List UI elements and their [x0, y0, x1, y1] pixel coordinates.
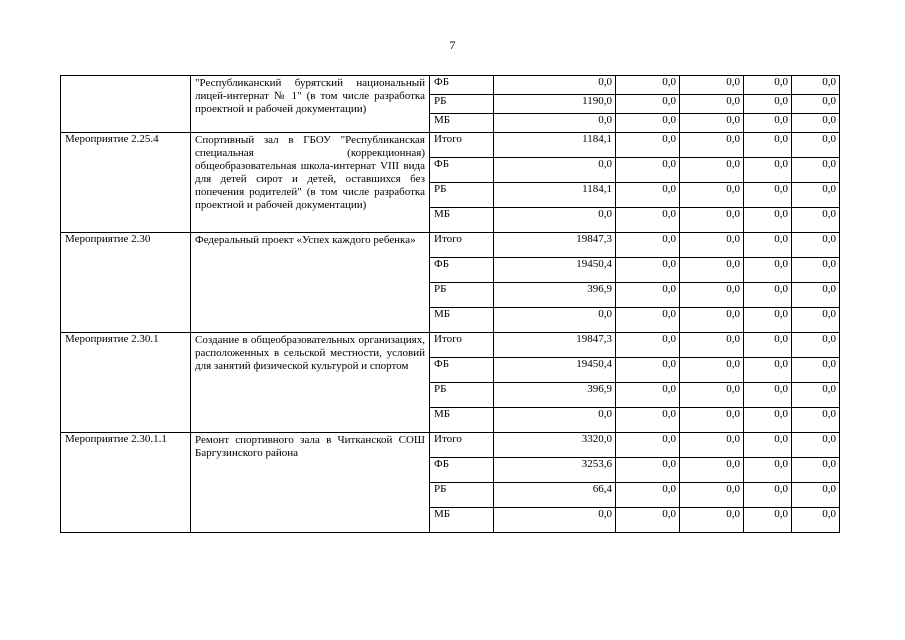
- value-cell: 1184,1: [494, 133, 616, 158]
- table-row: [61, 76, 840, 95]
- value-cell: 0,0: [680, 408, 744, 433]
- table-row: [61, 133, 840, 158]
- value-cell: 0,0: [792, 114, 840, 133]
- description-cell: Создание в общеобразовательных организациях, расположенных в сельской местности, условий для занятий физической культурой и спортом: [191, 333, 430, 433]
- value-cell: 0,0: [792, 233, 840, 258]
- description-cell: Федеральный проект «Успех каждого ребенка»: [191, 233, 430, 333]
- description-cell: "Республиканский бурятский национальный лицей-интернат № 1" (в том числе разработка проектной и рабочей документации): [191, 76, 430, 133]
- value-cell: 0,0: [616, 258, 680, 283]
- source-cell: Итого: [430, 233, 494, 258]
- value-cell: 0,0: [616, 383, 680, 408]
- value-cell: 0,0: [744, 508, 792, 533]
- event-cell: Мероприятие 2.25.4: [61, 133, 191, 233]
- value-cell: 0,0: [744, 208, 792, 233]
- value-cell: 0,0: [616, 208, 680, 233]
- value-cell: 0,0: [616, 333, 680, 358]
- value-cell: 19450,4: [494, 358, 616, 383]
- value-cell: 0,0: [494, 76, 616, 95]
- value-cell: 0,0: [744, 483, 792, 508]
- value-cell: 0,0: [494, 508, 616, 533]
- source-cell: Итого: [430, 133, 494, 158]
- source-cell: МБ: [430, 114, 494, 133]
- source-cell: РБ: [430, 483, 494, 508]
- source-cell: Итого: [430, 433, 494, 458]
- source-cell: ФБ: [430, 258, 494, 283]
- value-cell: 0,0: [680, 183, 744, 208]
- value-cell: 0,0: [792, 208, 840, 233]
- value-cell: 0,0: [792, 408, 840, 433]
- value-cell: 1190,0: [494, 95, 616, 114]
- value-cell: 0,0: [616, 308, 680, 333]
- event-cell: Мероприятие 2.30.1.1: [61, 433, 191, 533]
- value-cell: 0,0: [792, 283, 840, 308]
- value-cell: 0,0: [680, 158, 744, 183]
- value-cell: 0,0: [744, 333, 792, 358]
- value-cell: 0,0: [792, 483, 840, 508]
- description-cell: Ремонт спортивного зала в Читканской СОШ Баргузинского района: [191, 433, 430, 533]
- value-cell: 0,0: [792, 308, 840, 333]
- value-cell: 0,0: [616, 114, 680, 133]
- value-cell: 0,0: [744, 76, 792, 95]
- value-cell: 0,0: [792, 458, 840, 483]
- event-cell: [61, 76, 191, 133]
- value-cell: 0,0: [680, 383, 744, 408]
- value-cell: 0,0: [680, 483, 744, 508]
- source-cell: ФБ: [430, 158, 494, 183]
- value-cell: 0,0: [494, 208, 616, 233]
- table-row: [61, 333, 840, 358]
- value-cell: 0,0: [792, 258, 840, 283]
- source-cell: ФБ: [430, 76, 494, 95]
- value-cell: 19847,3: [494, 233, 616, 258]
- value-cell: 396,9: [494, 383, 616, 408]
- value-cell: 0,0: [616, 433, 680, 458]
- value-cell: 0,0: [616, 76, 680, 95]
- source-cell: МБ: [430, 408, 494, 433]
- table-row: [61, 233, 840, 258]
- value-cell: 0,0: [792, 133, 840, 158]
- value-cell: 0,0: [744, 408, 792, 433]
- source-cell: ФБ: [430, 358, 494, 383]
- source-cell: РБ: [430, 283, 494, 308]
- value-cell: 66,4: [494, 483, 616, 508]
- value-cell: 0,0: [792, 158, 840, 183]
- value-cell: 0,0: [680, 283, 744, 308]
- value-cell: 0,0: [744, 133, 792, 158]
- value-cell: 0,0: [680, 133, 744, 158]
- value-cell: 0,0: [494, 158, 616, 183]
- value-cell: 0,0: [792, 333, 840, 358]
- table-row: [61, 433, 840, 458]
- value-cell: 0,0: [616, 408, 680, 433]
- source-cell: РБ: [430, 95, 494, 114]
- value-cell: 0,0: [744, 308, 792, 333]
- source-cell: ФБ: [430, 458, 494, 483]
- value-cell: 0,0: [680, 258, 744, 283]
- value-cell: 0,0: [616, 458, 680, 483]
- value-cell: 0,0: [792, 433, 840, 458]
- event-cell: Мероприятие 2.30.1: [61, 333, 191, 433]
- value-cell: 0,0: [744, 95, 792, 114]
- value-cell: 0,0: [616, 95, 680, 114]
- source-cell: МБ: [430, 308, 494, 333]
- event-cell: Мероприятие 2.30: [61, 233, 191, 333]
- value-cell: 0,0: [680, 358, 744, 383]
- value-cell: 1184,1: [494, 183, 616, 208]
- value-cell: 0,0: [680, 508, 744, 533]
- value-cell: 0,0: [616, 233, 680, 258]
- value-cell: 0,0: [616, 183, 680, 208]
- value-cell: 0,0: [616, 358, 680, 383]
- source-cell: МБ: [430, 208, 494, 233]
- value-cell: 0,0: [494, 308, 616, 333]
- value-cell: 0,0: [680, 458, 744, 483]
- value-cell: 0,0: [680, 433, 744, 458]
- value-cell: 0,0: [744, 283, 792, 308]
- value-cell: 0,0: [494, 408, 616, 433]
- value-cell: 0,0: [616, 483, 680, 508]
- value-cell: 0,0: [744, 358, 792, 383]
- value-cell: 0,0: [616, 508, 680, 533]
- value-cell: 0,0: [680, 233, 744, 258]
- value-cell: 0,0: [792, 76, 840, 95]
- value-cell: 0,0: [744, 383, 792, 408]
- funding-table: [60, 75, 840, 533]
- value-cell: 0,0: [792, 383, 840, 408]
- value-cell: 0,0: [744, 158, 792, 183]
- value-cell: 0,0: [744, 433, 792, 458]
- source-cell: РБ: [430, 383, 494, 408]
- value-cell: 0,0: [744, 458, 792, 483]
- value-cell: 0,0: [680, 95, 744, 114]
- page-number: 7: [449, 38, 456, 52]
- value-cell: 0,0: [744, 258, 792, 283]
- value-cell: 0,0: [680, 308, 744, 333]
- value-cell: 0,0: [744, 233, 792, 258]
- value-cell: 0,0: [792, 358, 840, 383]
- value-cell: 0,0: [494, 114, 616, 133]
- value-cell: 19847,3: [494, 333, 616, 358]
- value-cell: 3320,0: [494, 433, 616, 458]
- value-cell: 0,0: [744, 183, 792, 208]
- value-cell: 0,0: [680, 208, 744, 233]
- value-cell: 0,0: [792, 183, 840, 208]
- value-cell: 0,0: [680, 333, 744, 358]
- value-cell: 396,9: [494, 283, 616, 308]
- source-cell: Итого: [430, 333, 494, 358]
- source-cell: МБ: [430, 508, 494, 533]
- value-cell: 19450,4: [494, 258, 616, 283]
- value-cell: 3253,6: [494, 458, 616, 483]
- value-cell: 0,0: [616, 283, 680, 308]
- value-cell: 0,0: [792, 95, 840, 114]
- value-cell: 0,0: [744, 114, 792, 133]
- description-cell: Спортивный зал в ГБОУ "Республиканская специальная (коррекционная) общеобразовательная школа-интернат VIII вида для детей сирот и детей, оставшихся без попечения родителей" (в том числе разработка проектной и рабочей документации): [191, 133, 430, 233]
- value-cell: 0,0: [680, 114, 744, 133]
- value-cell: 0,0: [680, 76, 744, 95]
- value-cell: 0,0: [616, 133, 680, 158]
- value-cell: 0,0: [616, 158, 680, 183]
- source-cell: РБ: [430, 183, 494, 208]
- value-cell: 0,0: [792, 508, 840, 533]
